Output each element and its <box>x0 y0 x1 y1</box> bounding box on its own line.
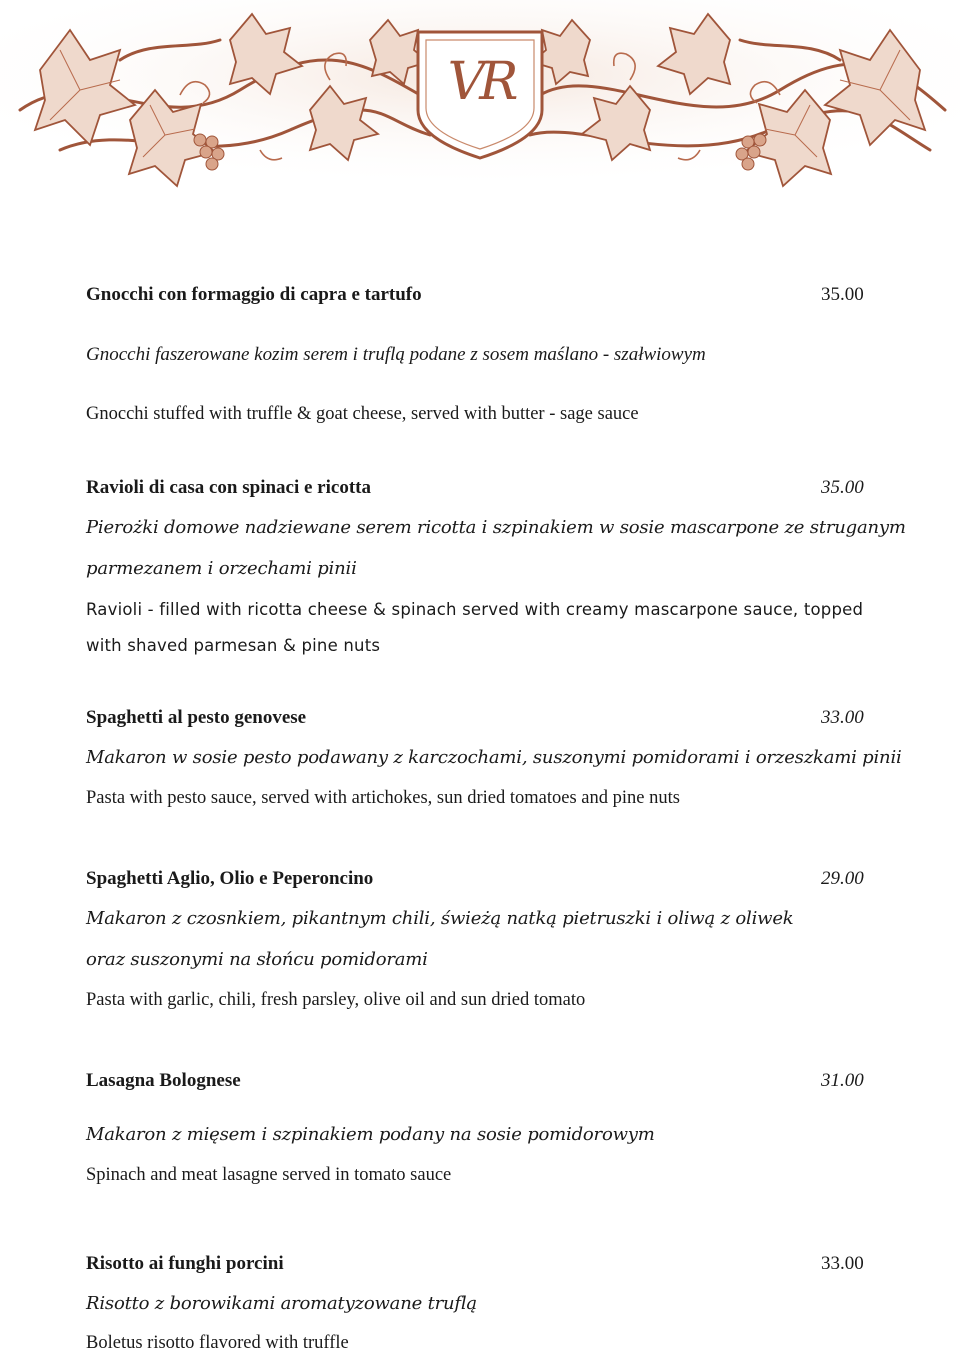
item-name: Gnocchi con formaggio di capra e tartufo <box>86 284 422 305</box>
item-price: 33.00 <box>821 707 864 728</box>
item-description-en: Pasta with pesto sauce, served with artichokes, sun dried tomatoes and pine nuts <box>86 788 680 808</box>
item-description-pl: parmezanem i orzechami pinii <box>86 558 357 579</box>
item-description-en: Gnocchi stuffed with truffle & goat cheese, served with butter - sage sauce <box>86 404 639 424</box>
item-description-pl: oraz suszonymi na słońcu pomidorami <box>86 949 428 970</box>
item-description-pl: Makaron w sosie pesto podawany z karczochami, suszonymi pomidorami i orzeszkami pinii <box>86 747 902 768</box>
item-description-en: Spinach and meat lasagne served in tomato sauce <box>86 1165 452 1185</box>
item-name: Ravioli di casa con spinaci e ricotta <box>86 477 371 498</box>
item-description-pl: Risotto z borowikami aromatyzowane truflą <box>86 1293 477 1314</box>
item-price: 33.00 <box>821 1253 864 1274</box>
item-description-en: Boletus risotto flavored with truffle <box>86 1333 349 1353</box>
item-description-pl: Gnocchi faszerowane kozim serem i truflą podane z sosem maślano - szałwiowym <box>86 344 706 365</box>
item-name: Risotto ai funghi porcini <box>86 1253 284 1274</box>
item-description-en: Ravioli - filled with ricotta cheese & spinach served with creamy mascarpone sauce, topped <box>86 600 864 619</box>
item-price: 35.00 <box>821 477 864 498</box>
item-price: 35.00 <box>821 284 864 305</box>
item-description-pl: Makaron z mięsem i szpinakiem podany na sosie pomidorowym <box>86 1124 655 1145</box>
monogram: VR <box>447 52 513 112</box>
item-price: 29.00 <box>821 868 864 889</box>
item-name: Lasagna Bolognese <box>86 1070 241 1091</box>
item-price: 31.00 <box>821 1070 864 1091</box>
item-description-pl: Pierożki domowe nadziewane serem ricotta i szpinakiem w sosie mascarpone ze struganym <box>86 517 906 538</box>
item-name: Spaghetti Aglio, Olio e Peperoncino <box>86 868 374 889</box>
header-ornament <box>0 0 960 200</box>
item-description-en: with shaved parmesan & pine nuts <box>86 636 381 655</box>
item-description-pl: Makaron z czosnkiem, pikantnym chili, świeżą natką pietruszki i oliwą z oliwek <box>86 908 794 929</box>
item-name: Spaghetti al pesto genovese <box>86 707 307 728</box>
item-description-en: Pasta with garlic, chili, fresh parsley, olive oil and sun dried tomato <box>86 990 586 1010</box>
